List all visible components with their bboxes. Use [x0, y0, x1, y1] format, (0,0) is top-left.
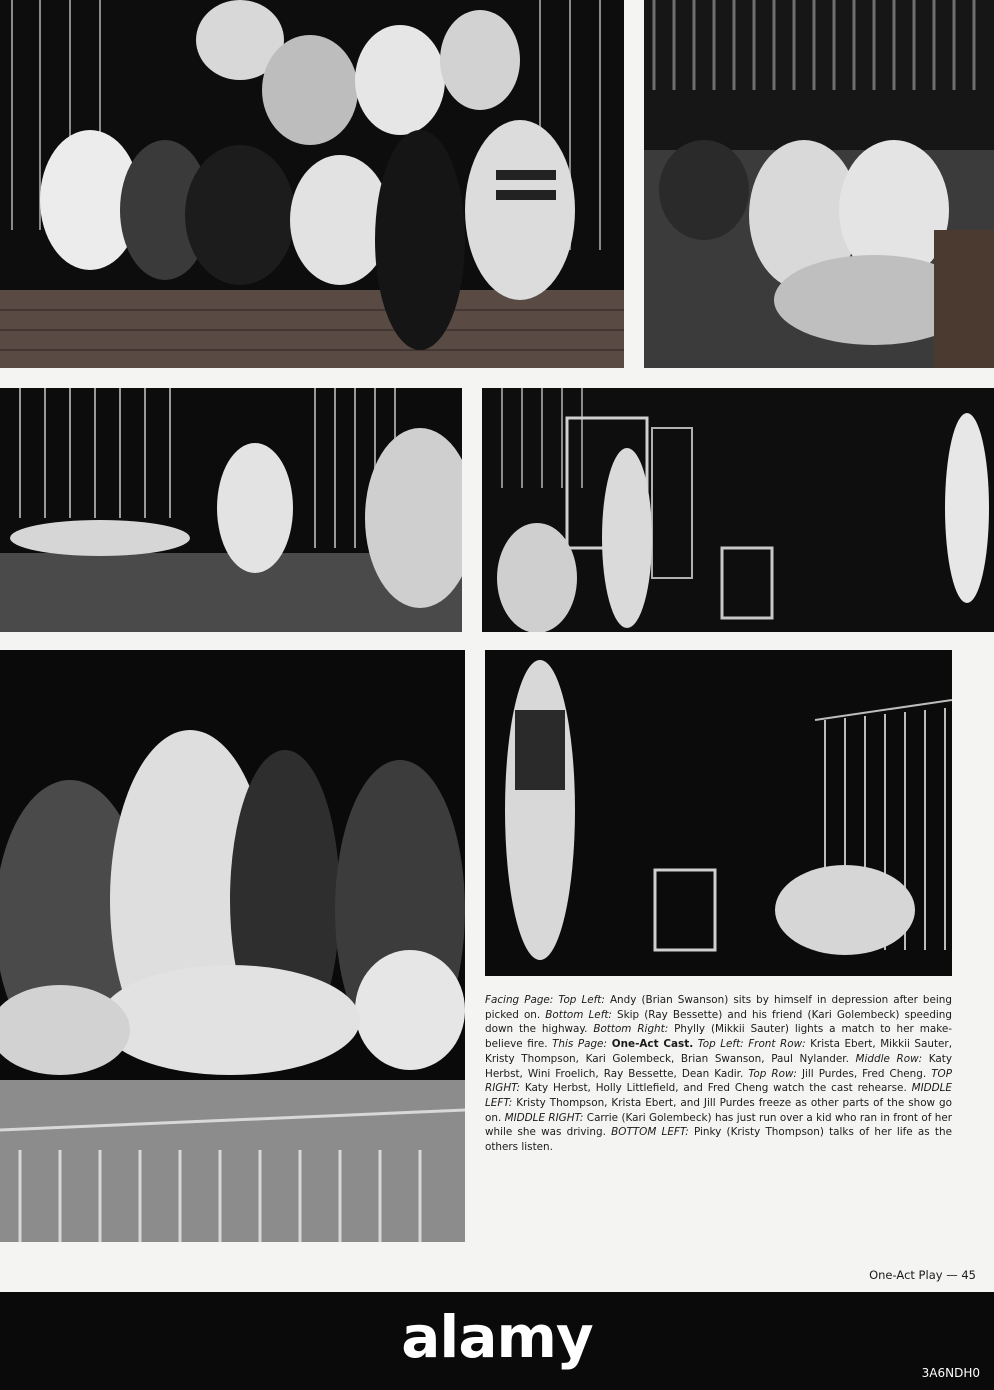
caption-text: Katy Herbst, Wini Froelich, Ray Bessette, Dean Kadir.: [485, 1052, 953, 1080]
watermark-image-code: 3A6NDH0: [921, 1366, 980, 1380]
carrie-scene-photo: [482, 388, 994, 632]
caption-label: BOTTOM LEFT:: [611, 1126, 689, 1139]
caption-label: Middle Row:: [855, 1052, 923, 1065]
caption-label: TOP RIGHT:: [485, 1067, 952, 1095]
pinky-scene-photo: [0, 650, 465, 1242]
caption-label: Top Left: Front Row:: [693, 1038, 806, 1051]
audience-photo: [644, 0, 994, 368]
caption-text: Andy (Brian Swanson) sits by himself in depression after being picked on.: [485, 994, 952, 1021]
page-folio: One-Act Play — 45: [869, 1268, 976, 1282]
caption-label: Top Row:: [748, 1067, 797, 1080]
photo-caption: [485, 993, 952, 1155]
caption-heading: One-Act Cast.: [606, 1038, 694, 1051]
caption-text: Skip (Ray Bessette) and his friend (Kari Golembeck) speeding down the highway.: [485, 1008, 952, 1036]
caption-text: Katy Herbst, Holly Littlefield, and Fred Cheng watch the cast rehearse.: [520, 1082, 912, 1095]
caption-text: Carrie (Kari Golembeck) has just run over a kid who ran in front of her while she was driving.: [485, 1111, 952, 1139]
caption-text: Kristy Thompson, Krista Ebert, and Jill Purdes freeze as other parts of the show go on.: [485, 1096, 952, 1124]
caption-text: Pinky (Kristy Thompson) talks of her life as the others listen.: [485, 1126, 952, 1154]
cast-group-photo: [0, 0, 624, 368]
caption-text: Phylly (Mikkii Sauter) lights a match to her make-believe fire.: [485, 1023, 952, 1051]
caption-text: Jill Purdes, Fred Cheng.: [796, 1067, 932, 1080]
caption-label: MIDDLE RIGHT:: [504, 1111, 584, 1124]
caption-label: Bottom Right:: [593, 1023, 669, 1036]
caption-label: This Page:: [552, 1038, 607, 1051]
alamy-watermark-logo: alamy: [401, 1303, 593, 1371]
freeze-scene-photo: [0, 388, 462, 632]
walking-actor-photo: [485, 650, 952, 976]
caption-label: MIDDLE LEFT:: [485, 1082, 952, 1109]
caption-label: Facing Page: Top Left:: [485, 994, 605, 1006]
caption-text: Krista Ebert, Mikkii Sauter, Kristy Thompson, Kari Golembeck, Brian Swanson, Paul Nylander.: [485, 1038, 952, 1065]
caption-label: Bottom Left:: [545, 1008, 612, 1021]
